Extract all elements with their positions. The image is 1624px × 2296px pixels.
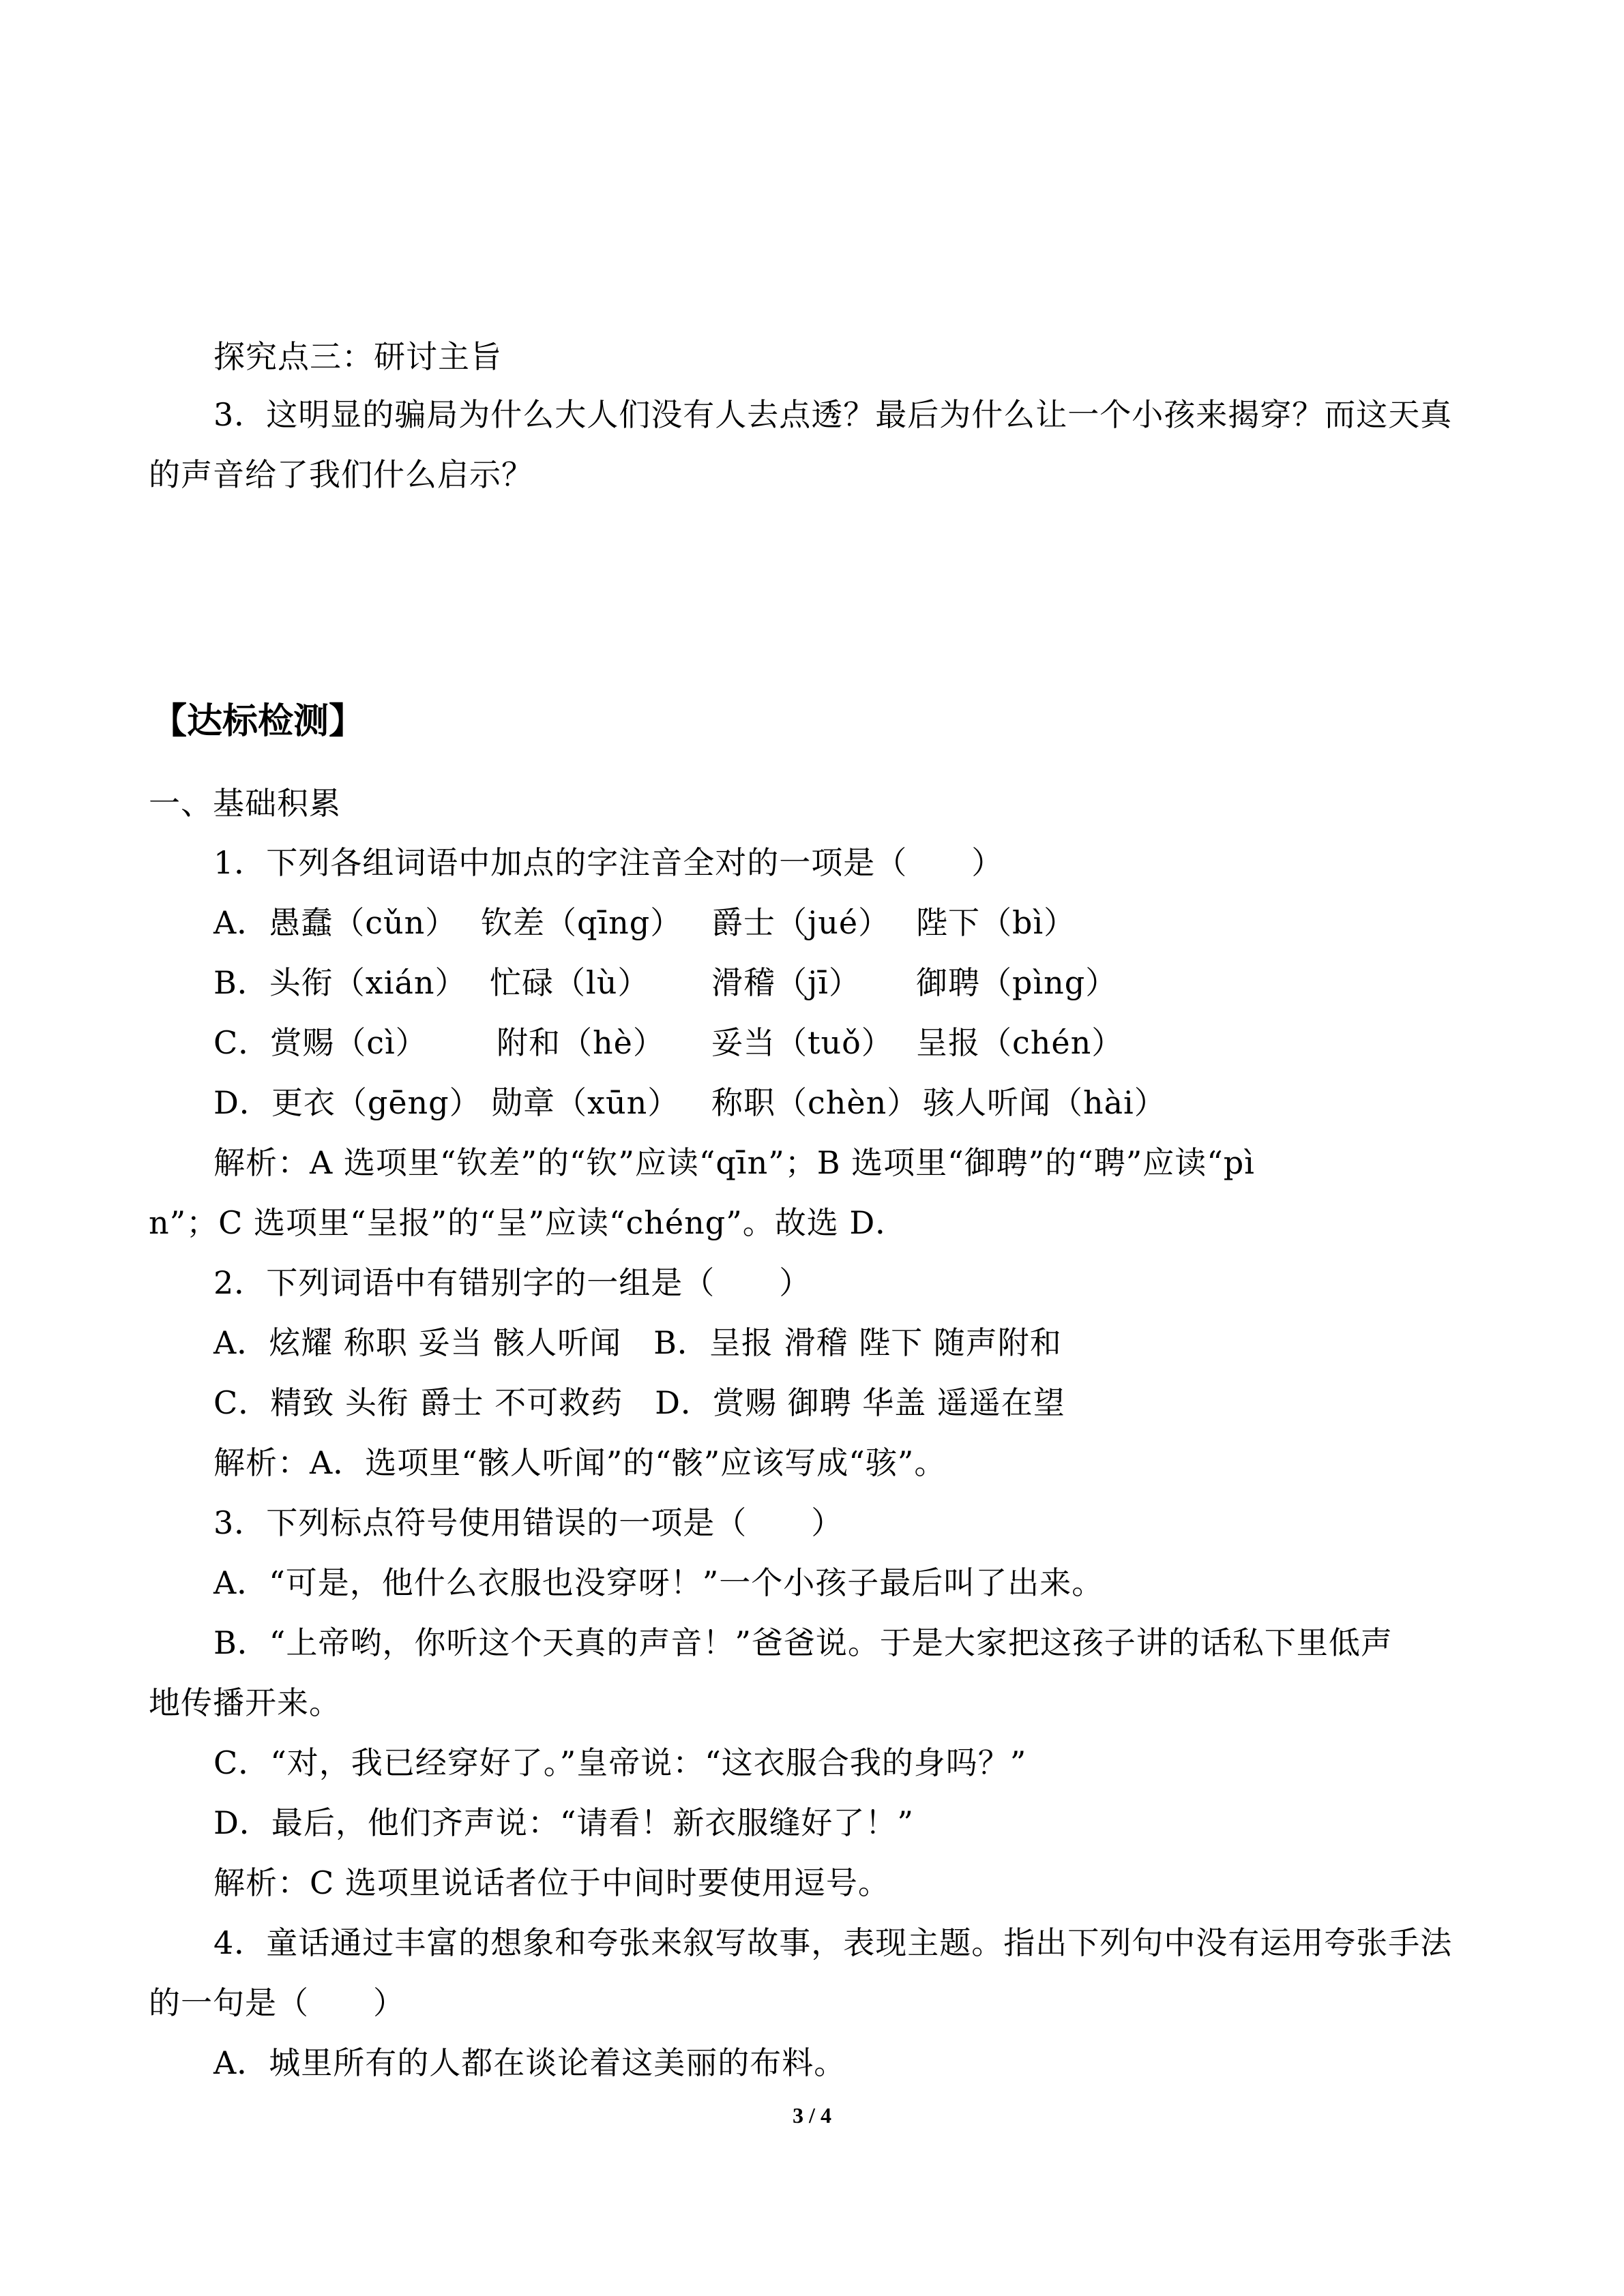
q2-options-cd: C．精致 头衔 爵士 不可救药 D．赏赐 御聘 华盖 遥遥在望 (213, 1384, 1065, 1421)
q1-c-item: 附和（hè） (497, 1024, 665, 1061)
q4-stem-line-1: 4．童话通过丰富的想象和夸张来叙写故事，表现主题。指出下列句中没有运用夸张手法 (213, 1924, 1453, 1961)
q2-analysis: 解析：A．选项里“骸人听闻”的“骸”应该写成“骇”。 (213, 1444, 947, 1481)
q3-analysis: 解析：C 选项里说话者位于中间时要使用逗号。 (213, 1864, 890, 1901)
q2-stem: 2．下列词语中有错别字的一组是（ ） (213, 1264, 812, 1301)
q1-b-item: 滑稽（jī） (711, 964, 861, 1001)
page-number: 3 / 4 (793, 2103, 831, 2128)
q1-b-item: B．头衔（xián） (213, 964, 467, 1001)
q1-a-item: 爵士（jué） (711, 904, 891, 941)
question-3-line-2: 的声音给了我们什么启示？ (149, 456, 533, 493)
q1-b-item: 御聘（pìng） (916, 964, 1118, 1001)
q1-a-item: 陛下（bì） (916, 904, 1076, 941)
part-1-title: 一、基础积累 (149, 785, 341, 822)
q3-option-b-line-1: B．“上帝哟，你听这个天真的声音！”爸爸说。于是大家把这孩子讲的话私下里低声 (213, 1624, 1393, 1661)
q1-d-item: D．更衣（gēng） (213, 1084, 482, 1121)
q1-analysis-line-2: n”；C 选项里“呈报”的“呈”应读“chéng”。故选 D． (149, 1204, 908, 1241)
q1-c-item: 呈报（chén） (916, 1024, 1124, 1061)
q2-options-ab: A．炫耀 称职 妥当 骸人听闻 B．呈报 滑稽 陛下 随声附和 (213, 1324, 1062, 1361)
q1-c-item: C．赏赐（cì） (213, 1024, 428, 1061)
q4-option-a: A．城里所有的人都在谈论着这美丽的布料。 (213, 2044, 846, 2081)
q3-stem: 3．下列标点符号使用错误的一项是（ ） (213, 1504, 844, 1541)
explore-point-title: 探究点三：研讨主旨 (213, 338, 502, 375)
q1-a-item: 钦差（qīng） (481, 904, 683, 941)
q3-option-b-line-2: 地传播开来。 (149, 1684, 341, 1721)
section-heading: 【达标检测】 (151, 701, 365, 742)
q1-b-item: 忙碌（lù） (490, 964, 650, 1001)
q1-stem: 1．下列各组词语中加点的字注音全对的一项是（ ） (213, 844, 1004, 881)
q1-d-item: 称职（chèn） (711, 1084, 919, 1121)
q1-analysis-line-1: 解析：A 选项里“钦差”的“钦”应读“qīn”；B 选项里“御聘”的“聘”应读“pì (213, 1144, 1255, 1181)
q4-stem-line-2: 的一句是（ ） (149, 1984, 405, 2021)
q1-c-item: 妥当（tuǒ） (711, 1024, 894, 1061)
q3-option-c: C．“对，我已经穿好了。”皇帝说：“这衣服合我的身吗？” (213, 1744, 1027, 1781)
q3-option-d: D．最后，他们齐声说：“请看！新衣服缝好了！” (213, 1804, 914, 1841)
q1-d-item: 骇人听闻（hài） (923, 1084, 1166, 1121)
q1-d-item: 勋章（xūn） (491, 1084, 680, 1121)
q3-option-a: A．“可是，他什么衣服也没穿呀！”一个小孩子最后叫了出来。 (213, 1564, 1104, 1601)
q1-a-item: A．愚蠢（cǔn） (213, 904, 458, 941)
question-3-line-1: 3．这明显的骗局为什么大人们没有人去点透？最后为什么让一个小孩来揭穿？而这天真 (213, 396, 1453, 433)
